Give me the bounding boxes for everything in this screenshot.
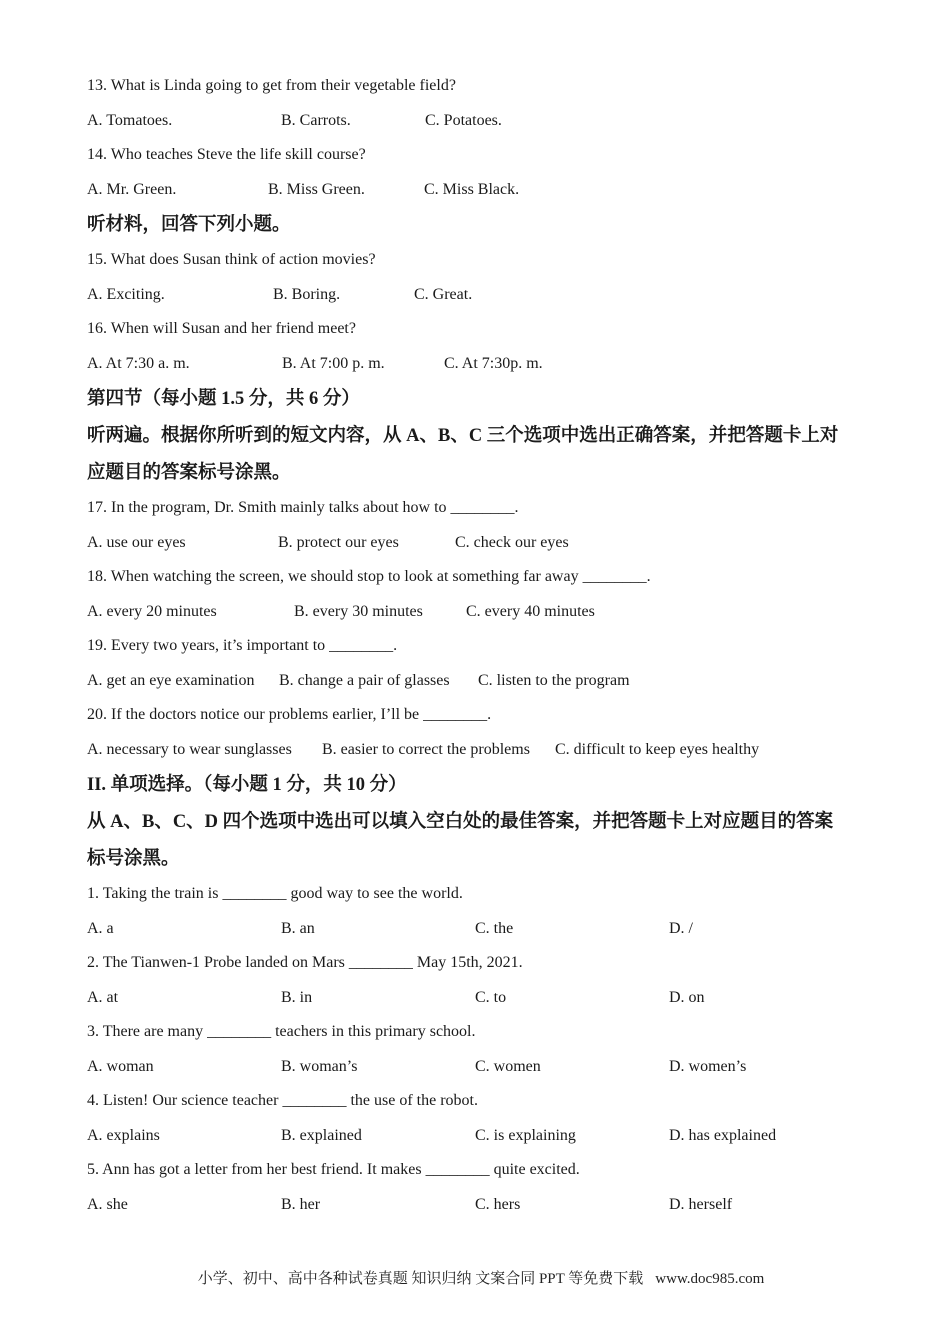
page-footer <box>0 1269 950 1289</box>
option-b: B. in <box>281 989 313 1006</box>
option-b: B. Carrots. <box>281 112 351 129</box>
option-a: A. woman <box>87 1058 154 1075</box>
question-stem: 13. What is Linda going to get from their vegetable field? <box>87 77 456 94</box>
question-stem: 15. What does Susan think of action movies? <box>87 251 376 268</box>
option-b: B. Boring. <box>273 286 341 303</box>
footer-url[interactable]: www.doc985.com <box>655 1271 765 1287</box>
option-c: C. check our eyes <box>455 534 569 551</box>
option-a: A. at <box>87 989 119 1006</box>
section4-instruction-line1: 听两遍。根据你所听到的短文内容，从 A、B、C 三个选项中选出正确答案，并把答题卡上对 <box>87 426 839 446</box>
part2-instruction-line1: 从 A、B、C、D 四个选项中选出可以填入空白处的最佳答案，并把答题卡上对应题目的答案 <box>87 812 834 832</box>
option-b: B. every 30 minutes <box>294 603 423 620</box>
option-c: C. difficult to keep eyes healthy <box>555 741 760 758</box>
part2-title: II. 单项选择。（每小题 1 分，共 10 分） <box>87 775 407 795</box>
footer-text: 小学、初中、高中各种试卷真题 知识归纳 文案合同 PPT 等免费下载 <box>197 1271 644 1287</box>
option-c: C. At 7:30p. m. <box>444 355 543 372</box>
option-a: A. every 20 minutes <box>87 603 217 620</box>
option-a: A. use our eyes <box>87 534 186 551</box>
option-c: C. is explaining <box>475 1127 576 1144</box>
question-stem: 4. Listen! Our science teacher ________ the use of the robot. <box>87 1092 478 1109</box>
option-b: B. easier to correct the problems <box>322 741 530 758</box>
question-stem: 2. The Tianwen-1 Probe landed on Mars ________ May 15th, 2021. <box>87 954 523 971</box>
question-stem: 20. If the doctors notice our problems earlier, I’ll be ________. <box>87 706 492 723</box>
option-b: B. an <box>281 920 315 937</box>
option-c: C. hers <box>475 1196 521 1213</box>
option-c: C. Great. <box>414 286 473 303</box>
option-c: C. the <box>475 920 514 937</box>
option-b: B. change a pair of glasses <box>279 672 450 689</box>
option-c: C. women <box>475 1058 541 1075</box>
question-stem: 19. Every two years, it’s important to ________. <box>87 637 398 654</box>
option-c: C. every 40 minutes <box>466 603 595 620</box>
option-c: C. Miss Black. <box>424 181 520 198</box>
option-d: D. / <box>669 920 693 937</box>
section4-title: 第四节（每小题 1.5 分，共 6 分） <box>87 389 360 409</box>
listen-instruction: 听材料，回答下列小题。 <box>87 215 291 235</box>
question-stem: 5. Ann has got a letter from her best friend. It makes ________ quite excited. <box>87 1161 580 1178</box>
option-b: B. protect our eyes <box>278 534 399 551</box>
option-a: A. necessary to wear sunglasses <box>87 741 292 758</box>
option-d: D. on <box>669 989 705 1006</box>
option-b: B. Miss Green. <box>268 181 365 198</box>
option-b: B. At 7:00 p. m. <box>282 355 385 372</box>
option-a: A. At 7:30 a. m. <box>87 355 190 372</box>
question-stem: 1. Taking the train is ________ good way to see the world. <box>87 885 463 902</box>
option-a: A. Tomatoes. <box>87 112 173 129</box>
option-c: C. listen to the program <box>478 672 630 689</box>
option-a: A. she <box>87 1196 128 1213</box>
option-a: A. Exciting. <box>87 286 165 303</box>
option-b: B. her <box>281 1196 321 1213</box>
part2-instruction-line2: 标号涂黑。 <box>87 849 180 869</box>
option-d: D. has explained <box>669 1127 777 1144</box>
option-d: D. herself <box>669 1196 733 1213</box>
question-stem: 16. When will Susan and her friend meet? <box>87 320 356 337</box>
question-stem: 14. Who teaches Steve the life skill course? <box>87 146 366 163</box>
option-a: A. Mr. Green. <box>87 181 177 198</box>
option-c: C. to <box>475 989 507 1006</box>
option-d: D. women’s <box>669 1058 747 1075</box>
question-stem: 18. When watching the screen, we should stop to look at something far away ________. <box>87 568 651 585</box>
option-a: A. a <box>87 920 114 937</box>
option-b: B. woman’s <box>281 1058 358 1075</box>
option-a: A. get an eye examination <box>87 672 255 689</box>
option-b: B. explained <box>281 1127 362 1144</box>
option-a: A. explains <box>87 1127 160 1144</box>
question-stem: 17. In the program, Dr. Smith mainly talks about how to ________. <box>87 499 519 516</box>
question-stem: 3. There are many ________ teachers in this primary school. <box>87 1023 476 1040</box>
option-c: C. Potatoes. <box>425 112 502 129</box>
section4-instruction-line2: 应题目的答案标号涂黑。 <box>87 463 291 483</box>
